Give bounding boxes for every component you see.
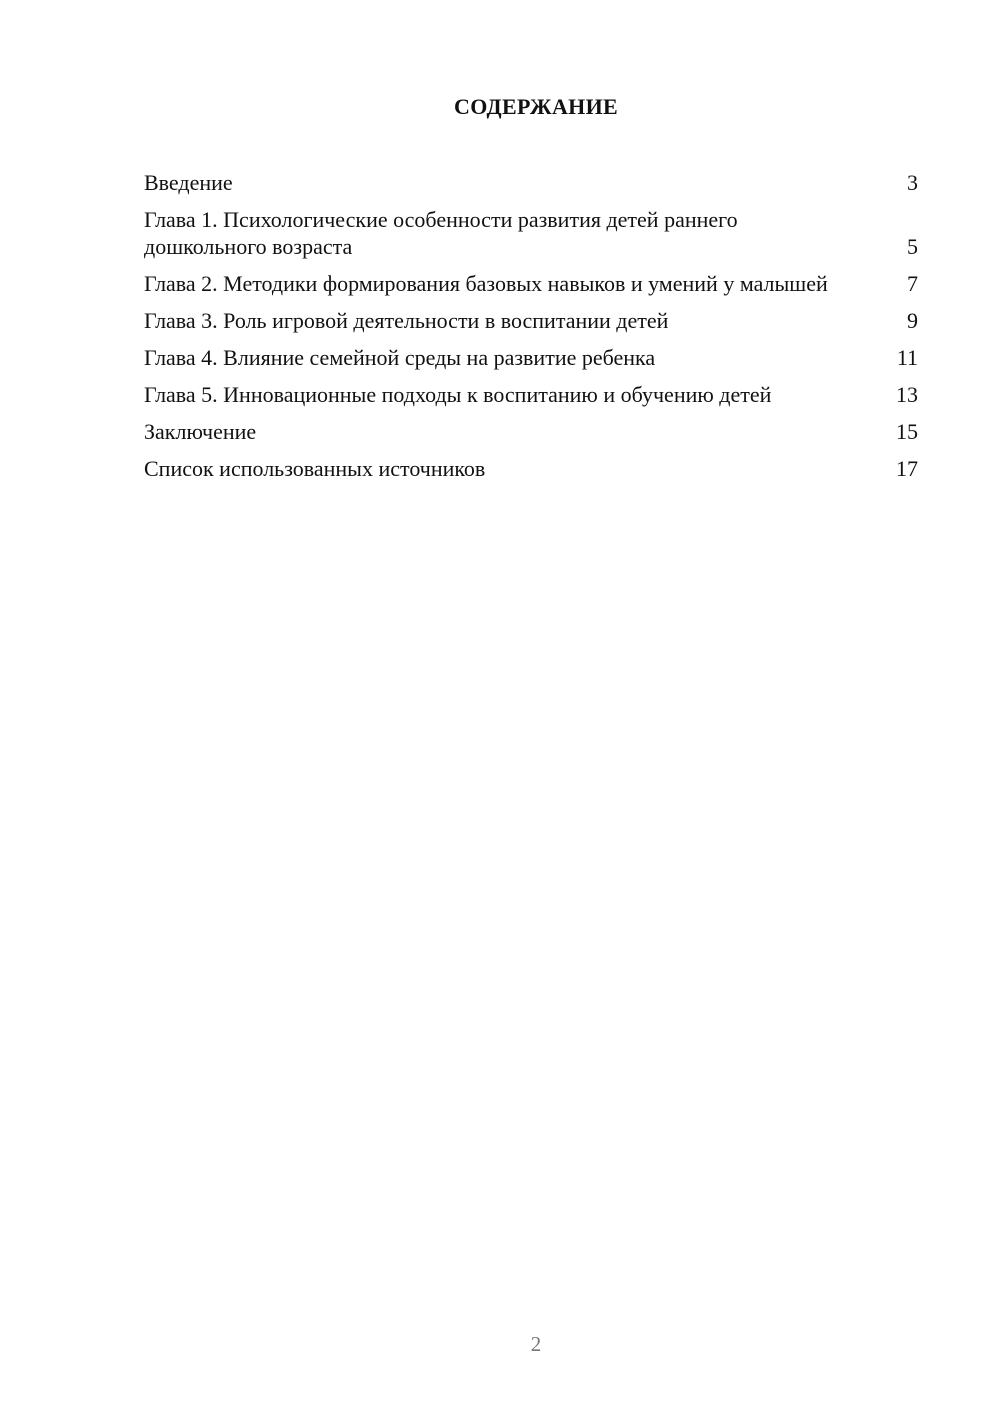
page-title: СОДЕРЖАНИЕ bbox=[454, 94, 618, 119]
toc-entry-chapter-2[interactable] bbox=[144, 271, 918, 298]
toc-entry-text: Глава 2. Методики формирования базовых навыков и умений у малышей bbox=[144, 270, 828, 296]
toc-entry-page: 3 bbox=[907, 170, 918, 195]
toc-entry-page: 9 bbox=[907, 307, 918, 333]
toc-entry-page: 11 bbox=[896, 344, 918, 370]
toc-entry-references[interactable] bbox=[144, 456, 918, 483]
toc-entry-text: Заключение bbox=[144, 418, 257, 444]
toc-entry-text: Введение bbox=[144, 170, 233, 195]
toc-entry-text: Глава 1. Психологические особенности развития детей раннего дошкольного возраста bbox=[144, 207, 738, 259]
toc-entry-chapter-3[interactable] bbox=[144, 308, 918, 335]
toc-entry-introduction[interactable] bbox=[144, 170, 918, 197]
toc-entry-chapter-5[interactable] bbox=[144, 382, 918, 409]
toc-entry-text: Список использованных источников bbox=[144, 455, 486, 481]
toc-entry-page: 7 bbox=[907, 270, 918, 296]
table-of-contents bbox=[144, 170, 918, 493]
toc-entry-text: Глава 5. Инновационные подходы к воспитанию и обучению детей bbox=[144, 381, 772, 407]
toc-entry-conclusion[interactable] bbox=[144, 419, 918, 446]
page-number: 2 bbox=[530, 1332, 542, 1356]
toc-entry-chapter-1[interactable] bbox=[144, 207, 918, 260]
toc-entry-text: Глава 4. Влияние семейной среды на развитие ребенка bbox=[144, 344, 656, 370]
toc-entry-page: 5 bbox=[907, 233, 918, 259]
toc-entry-page: 15 bbox=[896, 418, 918, 444]
toc-entry-page: 17 bbox=[896, 455, 918, 481]
toc-entry-text: Глава 3. Роль игровой деятельности в воспитании детей bbox=[144, 307, 669, 333]
toc-entry-page: 13 bbox=[896, 381, 918, 407]
toc-entry-chapter-4[interactable] bbox=[144, 345, 918, 372]
